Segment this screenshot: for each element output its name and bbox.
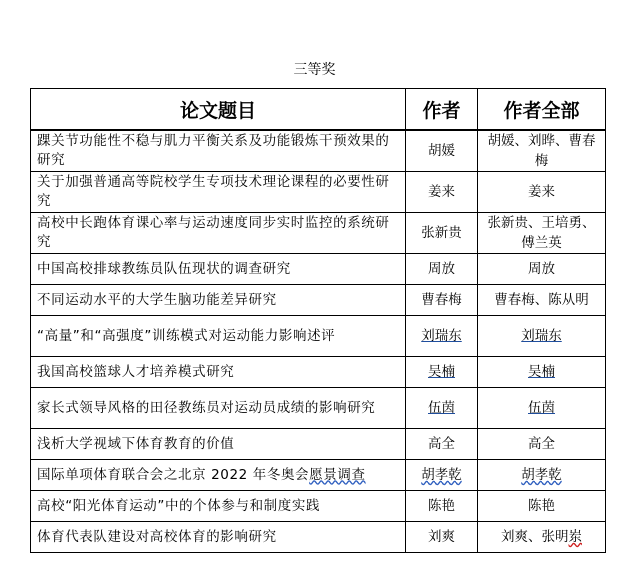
paper-title: “高量”和“高强度”训练模式对运动能力影响述评: [31, 316, 406, 357]
paper-author: [406, 460, 478, 491]
table-row: [31, 254, 606, 285]
table-row: [31, 285, 606, 316]
paper-author: [406, 316, 478, 357]
paper-all-authors: [478, 460, 606, 491]
author-link-text: 刘瑞东: [421, 328, 462, 344]
header-all-authors: 作者全部: [478, 89, 606, 131]
paper-author: 张新贵: [406, 213, 478, 254]
author-link-text: 伍茵: [428, 400, 455, 416]
paper-title: 踝关节功能性不稳与肌力平衡关系及功能锻炼干预效果的研究: [31, 130, 406, 172]
paper-author: 高全: [406, 429, 478, 460]
paper-all-authors: 曹春梅、陈从明: [478, 285, 606, 316]
paper-author: 曹春梅: [406, 285, 478, 316]
paper-title: 体育代表队建设对高校体育的影响研究: [31, 522, 406, 553]
paper-author: [406, 357, 478, 388]
paper-title: 不同运动水平的大学生脑功能差异研究: [31, 285, 406, 316]
paper-title: 家长式领导风格的田径教练员对运动员成绩的影响研究: [31, 388, 406, 429]
paper-author: 姜来: [406, 172, 478, 213]
table-row: [31, 491, 606, 522]
paper-all-authors: [478, 388, 606, 429]
paper-all-authors: 张新贵、王培勇、傅兰英: [478, 213, 606, 254]
table-row: [31, 213, 606, 254]
paper-title: 浅析大学视域下体育教育的价值: [31, 429, 406, 460]
third-prize-table: [30, 88, 606, 553]
author-flagged-text: 胡孝乾: [421, 467, 462, 483]
paper-author: 胡媛: [406, 130, 478, 172]
paper-all-authors: [478, 522, 606, 553]
table-row: [31, 429, 606, 460]
paper-all-authors: 高全: [478, 429, 606, 460]
all-authors-flagged-text: 胡孝乾: [521, 467, 562, 483]
paper-title: [31, 460, 406, 491]
author-link-text: 吴楠: [428, 364, 455, 380]
table-row: [31, 130, 606, 172]
paper-title: 我国高校篮球人才培养模式研究: [31, 357, 406, 388]
header-author: 作者: [406, 89, 478, 131]
all-authors-main: 刘爽、张明: [501, 529, 569, 545]
header-paper-title: 论文题目: [31, 89, 406, 131]
award-level-heading: 三等奖: [293, 62, 336, 78]
all-authors-link-text: 伍茵: [528, 400, 555, 416]
table-row: [31, 388, 606, 429]
table-header-row: [31, 89, 606, 131]
all-authors-link-text: 刘瑞东: [521, 328, 562, 344]
paper-title: 高校“阳光体育运动”中的个体参与和制度实践: [31, 491, 406, 522]
paper-all-authors: 姜来: [478, 172, 606, 213]
paper-title: 高校中长跑体育课心率与运动速度同步实时监控的系统研究: [31, 213, 406, 254]
paper-author: [406, 388, 478, 429]
paper-author: 周放: [406, 254, 478, 285]
all-authors-misspelled-text: 岽: [568, 529, 582, 545]
paper-all-authors: 周放: [478, 254, 606, 285]
paper-title: 中国高校排球教练员队伍现状的调查研究: [31, 254, 406, 285]
paper-all-authors: [478, 357, 606, 388]
table-row: [31, 460, 606, 491]
paper-author: 陈艳: [406, 491, 478, 522]
paper-author: 刘爽: [406, 522, 478, 553]
table-row: [31, 316, 606, 357]
paper-all-authors: [478, 316, 606, 357]
paper-title-flagged-text: 愿景调查: [309, 466, 366, 483]
paper-title-main: 国际单项体育联合会之北京 2022 年冬奥会: [37, 466, 310, 483]
table-row: [31, 522, 606, 553]
paper-all-authors: 陈艳: [478, 491, 606, 522]
all-authors-link-text: 吴楠: [528, 364, 555, 380]
paper-title: 关于加强普通高等院校学生专项技术理论课程的必要性研究: [31, 172, 406, 213]
table-row: [31, 172, 606, 213]
table-row: [31, 357, 606, 388]
paper-all-authors: 胡媛、刘晔、曹春梅: [478, 130, 606, 172]
